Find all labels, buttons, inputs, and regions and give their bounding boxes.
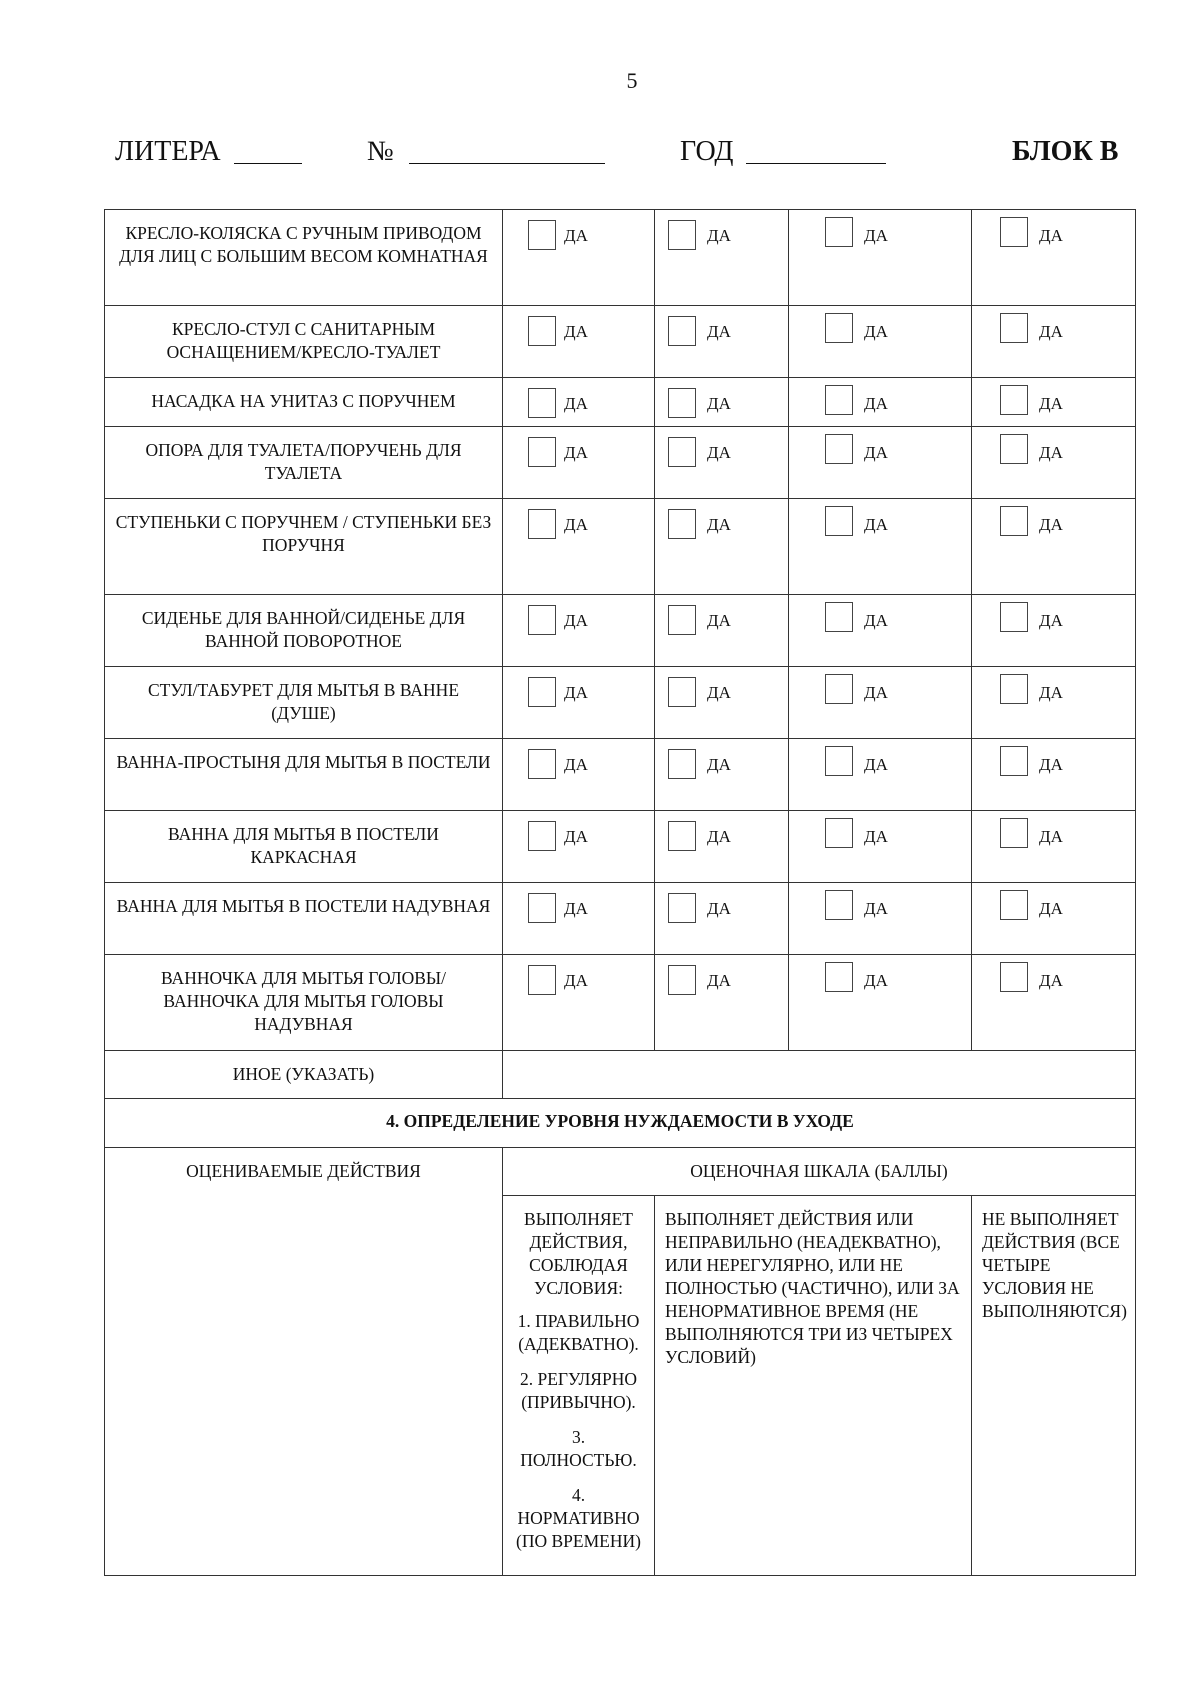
yes-label: ДА xyxy=(864,611,888,630)
yes-checkbox[interactable] xyxy=(668,509,696,539)
option-cell xyxy=(503,499,655,595)
yes-checkbox[interactable] xyxy=(1000,674,1028,704)
option-cell xyxy=(655,427,789,499)
yes-checkbox[interactable] xyxy=(1000,434,1028,464)
option-cell xyxy=(503,667,655,739)
option-cell xyxy=(972,667,1136,739)
block-label: БЛОК В xyxy=(1012,136,1119,167)
yes-label: ДА xyxy=(707,755,731,774)
yes-label: ДА xyxy=(707,443,731,462)
table-row xyxy=(105,739,1136,811)
item-name: ВАННОЧКА ДЛЯ МЫТЬЯ ГОЛОВЫ/ ВАННОЧКА ДЛЯ МЫТЬЯ ГОЛОВЫ НАДУВНАЯ xyxy=(105,955,503,1051)
yes-checkbox[interactable] xyxy=(528,509,556,539)
assistive-devices-table xyxy=(104,209,1136,1576)
yes-checkbox[interactable] xyxy=(528,388,556,418)
yes-label: ДА xyxy=(564,683,588,702)
option-cell xyxy=(789,739,972,811)
yes-label: ДА xyxy=(1039,755,1063,774)
yes-checkbox[interactable] xyxy=(1000,313,1028,343)
yes-checkbox[interactable] xyxy=(825,818,853,848)
yes-label: ДА xyxy=(564,755,588,774)
yes-checkbox[interactable] xyxy=(528,965,556,995)
option-cell xyxy=(503,883,655,955)
yes-checkbox[interactable] xyxy=(668,821,696,851)
yes-label: ДА xyxy=(1039,611,1063,630)
table-row xyxy=(105,595,1136,667)
actions-header: ОЦЕНИВАЕМЫЕ ДЕЙСТВИЯ xyxy=(105,1148,503,1576)
yes-label: ДА xyxy=(564,226,588,245)
item-name: КРЕСЛО-КОЛЯСКА С РУЧНЫМ ПРИВОДОМ ДЛЯ ЛИЦ С БОЛЬШИМ ВЕСОМ КОМНАТНАЯ xyxy=(105,210,503,306)
yes-label: ДА xyxy=(1039,394,1063,413)
yes-checkbox[interactable] xyxy=(825,890,853,920)
number-input-line[interactable] xyxy=(409,141,605,164)
item-name: ВАННА ДЛЯ МЫТЬЯ В ПОСТЕЛИ КАРКАСНАЯ xyxy=(105,811,503,883)
condition-item: 1. ПРАВИЛЬНО (АДЕКВАТНО). xyxy=(517,1311,640,1354)
yes-label: ДА xyxy=(1039,443,1063,462)
yes-label: ДА xyxy=(864,443,888,462)
scale-header: ОЦЕНОЧНАЯ ШКАЛА (БАЛЛЫ) xyxy=(503,1148,1136,1196)
yes-label: ДА xyxy=(1039,322,1063,341)
item-name: КРЕСЛО-СТУЛ С САНИТАРНЫМ ОСНАЩЕНИЕМ/КРЕСЛО-ТУАЛЕТ xyxy=(105,306,503,378)
yes-checkbox[interactable] xyxy=(825,385,853,415)
yes-checkbox[interactable] xyxy=(1000,746,1028,776)
option-cell xyxy=(503,595,655,667)
yes-checkbox[interactable] xyxy=(1000,962,1028,992)
item-name: ВАННА-ПРОСТЫНЯ ДЛЯ МЫТЬЯ В ПОСТЕЛИ xyxy=(105,739,503,811)
yes-checkbox[interactable] xyxy=(825,313,853,343)
option-cell xyxy=(655,955,789,1051)
yes-label: ДА xyxy=(1039,515,1063,534)
yes-label: ДА xyxy=(864,226,888,245)
page-number: 5 xyxy=(626,68,638,93)
year-input-line[interactable] xyxy=(746,141,886,164)
yes-checkbox[interactable] xyxy=(668,605,696,635)
option-cell xyxy=(972,427,1136,499)
condition-item: 2. РЕГУЛЯРНО (ПРИВЫЧНО). xyxy=(519,1369,637,1412)
option-cell xyxy=(789,667,972,739)
table-row xyxy=(105,955,1136,1051)
option-cell xyxy=(972,306,1136,378)
option-cell xyxy=(655,811,789,883)
option-cell xyxy=(655,883,789,955)
table-row xyxy=(105,883,1136,955)
items-body xyxy=(105,210,1136,1051)
option-cell xyxy=(655,210,789,306)
yes-checkbox[interactable] xyxy=(528,437,556,467)
table-row xyxy=(105,811,1136,883)
yes-label: ДА xyxy=(564,322,588,341)
option-cell xyxy=(789,210,972,306)
yes-checkbox[interactable] xyxy=(1000,602,1028,632)
yes-checkbox[interactable] xyxy=(668,388,696,418)
yes-checkbox[interactable] xyxy=(1000,385,1028,415)
option-cell xyxy=(789,378,972,427)
yes-checkbox[interactable] xyxy=(528,893,556,923)
yes-label: ДА xyxy=(1039,683,1063,702)
yes-checkbox[interactable] xyxy=(825,217,853,247)
item-name: ВАННА ДЛЯ МЫТЬЯ В ПОСТЕЛИ НАДУВНАЯ xyxy=(105,883,503,955)
table-row xyxy=(105,667,1136,739)
option-cell xyxy=(789,499,972,595)
yes-checkbox[interactable] xyxy=(825,506,853,536)
option-cell xyxy=(972,955,1136,1051)
yes-label: ДА xyxy=(564,971,588,990)
option-cell xyxy=(655,306,789,378)
yes-label: ДА xyxy=(707,394,731,413)
yes-label: ДА xyxy=(1039,827,1063,846)
yes-checkbox[interactable] xyxy=(528,749,556,779)
option-cell xyxy=(789,595,972,667)
item-name: ОПОРА ДЛЯ ТУАЛЕТА/ПОРУЧЕНЬ ДЛЯ ТУАЛЕТА xyxy=(105,427,503,499)
option-cell xyxy=(972,210,1136,306)
number-field xyxy=(367,136,605,168)
condition-item: 4. НОРМАТИВНО (ПО ВРЕМЕНИ) xyxy=(516,1485,641,1551)
yes-label: ДА xyxy=(707,515,731,534)
option-cell xyxy=(972,739,1136,811)
section4-title-row xyxy=(105,1099,1136,1148)
section4-header-row xyxy=(105,1148,1136,1196)
scale-col-2: ВЫПОЛНЯЕТ ДЕЙСТВИЯ ИЛИ НЕПРАВИЛЬНО (НЕАДЕКВАТНО), ИЛИ НЕРЕГУЛЯРНО, ИЛИ НЕ ПОЛНОСТЬЮ (ЧАСТИЧНО), ИЛИ ЗА НЕНОРМАТИВНОЕ ВРЕМЯ (НЕ ВЫПОЛНЯЮТСЯ ТРИ ИЗ ЧЕТЫРЕХ УСЛОВИЙ) xyxy=(655,1196,972,1576)
option-cell xyxy=(655,739,789,811)
yes-checkbox[interactable] xyxy=(825,962,853,992)
yes-checkbox[interactable] xyxy=(668,677,696,707)
option-cell xyxy=(789,306,972,378)
yes-label: ДА xyxy=(564,515,588,534)
yes-checkbox[interactable] xyxy=(528,821,556,851)
other-row xyxy=(105,1051,1136,1099)
yes-label: ДА xyxy=(864,515,888,534)
yes-checkbox[interactable] xyxy=(528,605,556,635)
option-cell xyxy=(972,378,1136,427)
table-row xyxy=(105,210,1136,306)
yes-checkbox[interactable] xyxy=(1000,217,1028,247)
yes-checkbox[interactable] xyxy=(1000,890,1028,920)
yes-checkbox[interactable] xyxy=(528,316,556,346)
yes-checkbox[interactable] xyxy=(1000,818,1028,848)
yes-label: ДА xyxy=(564,827,588,846)
item-name: СТУПЕНЬКИ С ПОРУЧНЕМ / СТУПЕНЬКИ БЕЗ ПОРУЧНЯ xyxy=(105,499,503,595)
option-cell xyxy=(789,883,972,955)
yes-label: ДА xyxy=(707,611,731,630)
yes-label: ДА xyxy=(564,394,588,413)
option-cell xyxy=(655,378,789,427)
option-cell xyxy=(655,667,789,739)
yes-label: ДА xyxy=(707,322,731,341)
yes-label: ДА xyxy=(707,683,731,702)
yes-checkbox[interactable] xyxy=(825,602,853,632)
option-cell xyxy=(503,378,655,427)
yes-checkbox[interactable] xyxy=(668,749,696,779)
year-field xyxy=(680,136,886,168)
yes-label: ДА xyxy=(864,322,888,341)
option-cell xyxy=(972,883,1136,955)
yes-label: ДА xyxy=(564,899,588,918)
yes-checkbox[interactable] xyxy=(528,677,556,707)
yes-checkbox[interactable] xyxy=(668,220,696,250)
yes-label: ДА xyxy=(1039,899,1063,918)
scale-col-3: НЕ ВЫПОЛНЯЕТ ДЕЙСТВИЯ (ВСЕ ЧЕТЫРЕ УСЛОВИЯ НЕ ВЫПОЛНЯЮТСЯ) xyxy=(972,1196,1136,1576)
yes-checkbox[interactable] xyxy=(668,316,696,346)
yes-checkbox[interactable] xyxy=(668,965,696,995)
litera-input-line[interactable] xyxy=(234,141,302,164)
table-row xyxy=(105,306,1136,378)
option-cell xyxy=(972,811,1136,883)
yes-label: ДА xyxy=(707,827,731,846)
yes-checkbox[interactable] xyxy=(825,434,853,464)
yes-checkbox[interactable] xyxy=(825,746,853,776)
other-label: ИНОЕ (УКАЗАТЬ) xyxy=(105,1051,503,1099)
table-row xyxy=(105,378,1136,427)
yes-label: ДА xyxy=(864,899,888,918)
option-cell xyxy=(503,811,655,883)
yes-label: ДА xyxy=(864,394,888,413)
litera-label: ЛИТЕРА xyxy=(115,136,221,167)
option-cell xyxy=(503,306,655,378)
yes-checkbox[interactable] xyxy=(1000,506,1028,536)
section4-title: 4. ОПРЕДЕЛЕНИЕ УРОВНЯ НУЖДАЕМОСТИ В УХОДЕ xyxy=(105,1099,1136,1148)
yes-label: ДА xyxy=(564,611,588,630)
table-row xyxy=(105,427,1136,499)
condition-item: 3. ПОЛНОСТЬЮ. xyxy=(520,1427,637,1470)
scale-col-1 xyxy=(503,1196,655,1576)
option-cell xyxy=(655,595,789,667)
yes-label: ДА xyxy=(864,683,888,702)
yes-label: ДА xyxy=(864,827,888,846)
yes-checkbox[interactable] xyxy=(668,893,696,923)
option-cell xyxy=(789,811,972,883)
option-cell xyxy=(789,955,972,1051)
yes-label: ДА xyxy=(707,226,731,245)
table-row xyxy=(105,499,1136,595)
number-label: № xyxy=(367,136,394,167)
yes-label: ДА xyxy=(707,899,731,918)
option-cell xyxy=(503,955,655,1051)
yes-label: ДА xyxy=(864,755,888,774)
option-cell xyxy=(503,210,655,306)
option-cell xyxy=(972,595,1136,667)
option-cell xyxy=(972,499,1136,595)
yes-label: ДА xyxy=(1039,971,1063,990)
litera-field xyxy=(115,136,302,168)
yes-checkbox[interactable] xyxy=(825,674,853,704)
yes-checkbox[interactable] xyxy=(528,220,556,250)
option-cell xyxy=(789,427,972,499)
option-cell xyxy=(655,499,789,595)
other-input-cell[interactable] xyxy=(503,1051,1136,1099)
yes-checkbox[interactable] xyxy=(668,437,696,467)
yes-label: ДА xyxy=(564,443,588,462)
option-cell xyxy=(503,427,655,499)
item-name: НАСАДКА НА УНИТАЗ С ПОРУЧНЕМ xyxy=(105,378,503,427)
yes-label: ДА xyxy=(864,971,888,990)
year-label: ГОД xyxy=(680,136,734,167)
option-cell xyxy=(503,739,655,811)
item-name: СТУЛ/ТАБУРЕТ ДЛЯ МЫТЬЯ В ВАННЕ (ДУШЕ) xyxy=(105,667,503,739)
item-name: СИДЕНЬЕ ДЛЯ ВАННОЙ/СИДЕНЬЕ ДЛЯ ВАННОЙ ПОВОРОТНОЕ xyxy=(105,595,503,667)
yes-label: ДА xyxy=(1039,226,1063,245)
yes-label: ДА xyxy=(707,971,731,990)
scale-col-1-lead: ВЫПОЛНЯЕТ ДЕЙСТВИЯ, СОБЛЮДАЯ УСЛОВИЯ: xyxy=(524,1209,633,1298)
